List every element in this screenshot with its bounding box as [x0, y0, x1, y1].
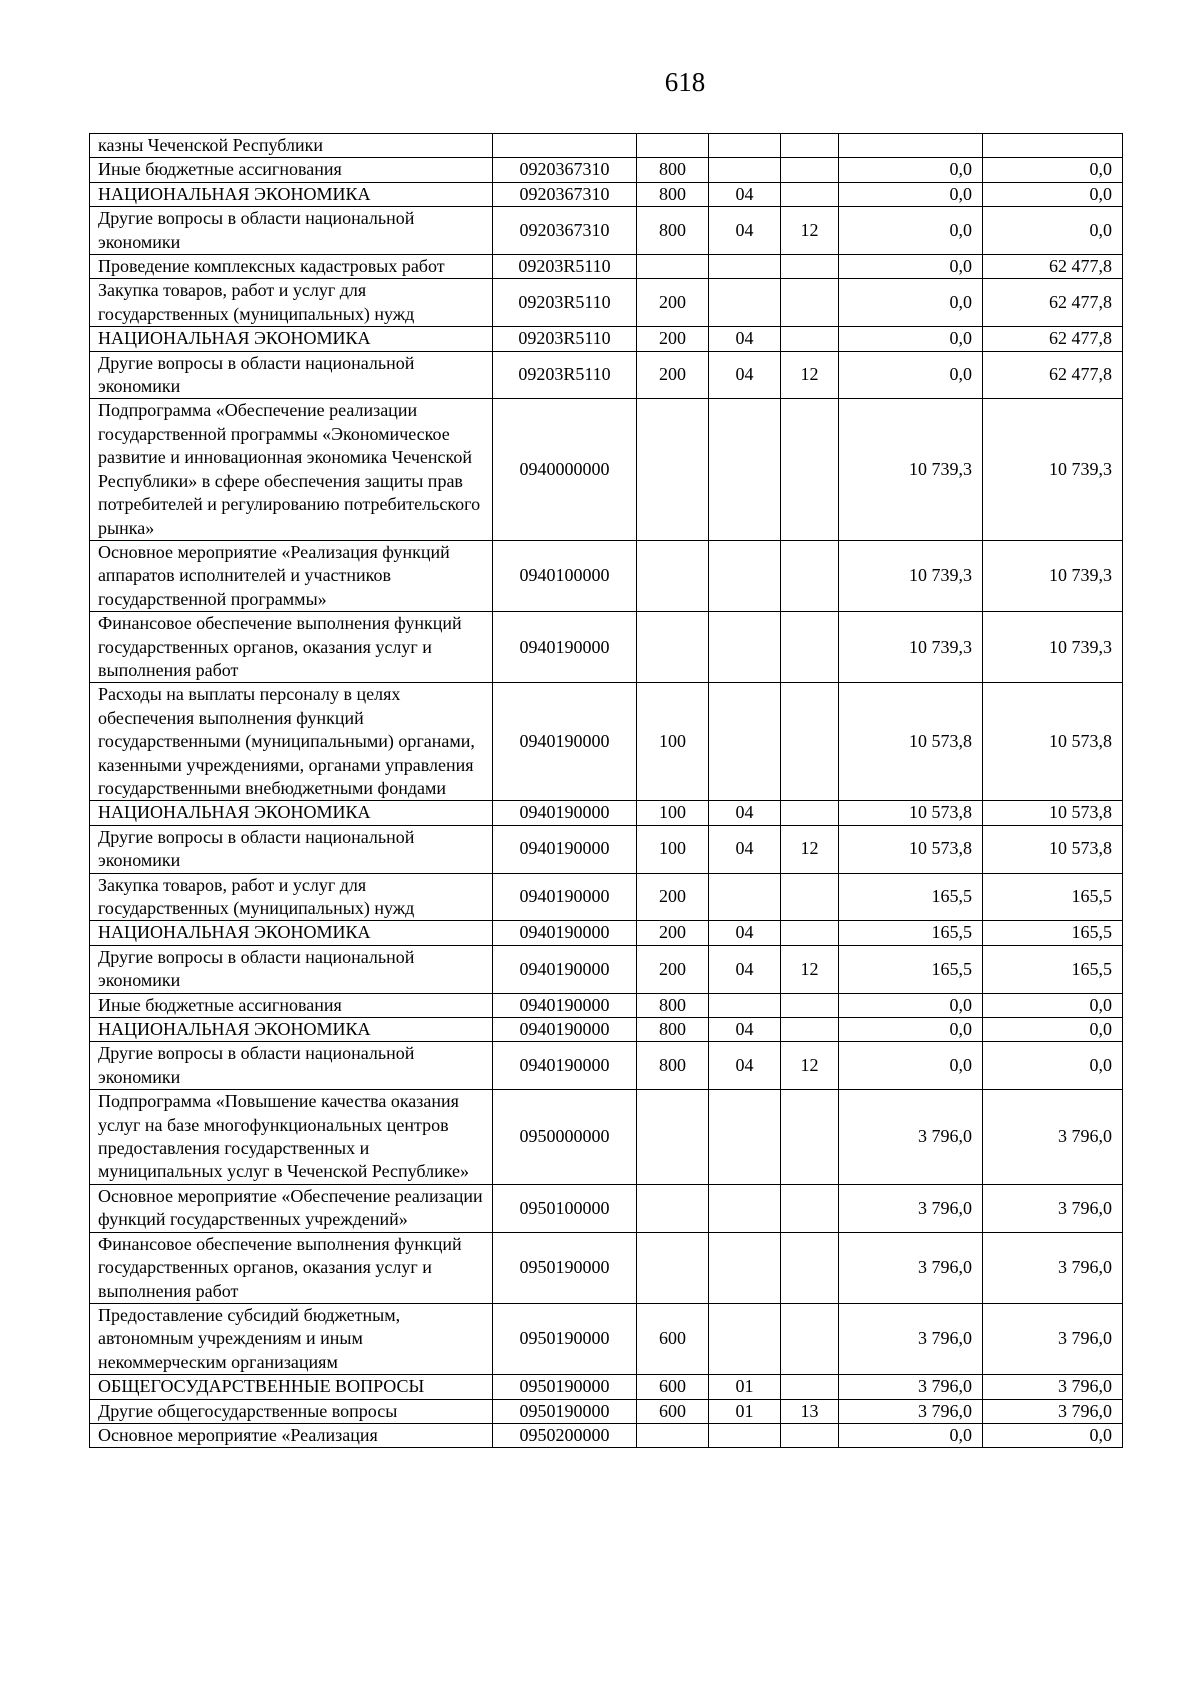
section-cell: 04 [709, 921, 781, 945]
amount-year1-cell: 0,0 [839, 1018, 983, 1042]
expense-type-cell: 200 [637, 873, 709, 921]
table-row [90, 1303, 1123, 1374]
section-cell [709, 612, 781, 683]
amount-year2-cell: 10 573,8 [983, 825, 1123, 873]
target-article-cell [493, 134, 637, 158]
page-number: 618 [664, 67, 706, 97]
expense-type-cell [637, 1232, 709, 1303]
expense-name-cell: Подпрограмма «Обеспечение реализации государственной программы «Экономическое развитие и инновационная экономика Чеченской Республики» в сфере обеспечения защиты прав потребителей и регулированию потребительского рынка» [90, 399, 493, 540]
expense-name-cell: Расходы на выплаты персоналу в целях обеспечения выполнения функций государственными (муниципальными) органами, казенными учреждениями, органами управления государственными внебюджетными фондами [90, 683, 493, 801]
section-cell [709, 1303, 781, 1374]
budget-table [89, 133, 1123, 1448]
expense-type-cell: 800 [637, 158, 709, 182]
amount-year1-cell: 0,0 [839, 158, 983, 182]
subsection-cell [781, 1232, 839, 1303]
subsection-cell: 12 [781, 945, 839, 993]
amount-year1-cell: 0,0 [839, 327, 983, 351]
expense-name-cell: ОБЩЕГОСУДАРСТВЕННЫЕ ВОПРОСЫ [90, 1375, 493, 1399]
section-cell [709, 1184, 781, 1232]
expense-type-cell [637, 540, 709, 611]
expense-type-cell: 800 [637, 207, 709, 255]
target-article-cell: 0950200000 [493, 1423, 637, 1447]
expense-name-cell: НАЦИОНАЛЬНАЯ ЭКОНОМИКА [90, 801, 493, 825]
target-article-cell: 09203R5110 [493, 255, 637, 279]
amount-year2-cell: 0,0 [983, 182, 1123, 206]
expense-name-cell: Другие общегосударственные вопросы [90, 1399, 493, 1423]
expense-type-cell: 200 [637, 327, 709, 351]
target-article-cell: 0940190000 [493, 825, 637, 873]
target-article-cell: 0950000000 [493, 1090, 637, 1185]
expense-name-cell: Финансовое обеспечение выполнения функций государственных органов, оказания услуг и выполнения работ [90, 612, 493, 683]
subsection-cell [781, 1375, 839, 1399]
amount-year1-cell: 10 739,3 [839, 540, 983, 611]
subsection-cell [781, 1090, 839, 1185]
amount-year2-cell: 62 477,8 [983, 327, 1123, 351]
target-article-cell: 0950190000 [493, 1232, 637, 1303]
subsection-cell [781, 1423, 839, 1447]
expense-name-cell: НАЦИОНАЛЬНАЯ ЭКОНОМИКА [90, 327, 493, 351]
target-article-cell: 0920367310 [493, 182, 637, 206]
subsection-cell: 12 [781, 207, 839, 255]
amount-year2-cell [983, 134, 1123, 158]
amount-year1-cell: 0,0 [839, 993, 983, 1017]
target-article-cell: 0950190000 [493, 1303, 637, 1374]
section-cell [709, 1423, 781, 1447]
target-article-cell: 0940190000 [493, 1042, 637, 1090]
section-cell [709, 993, 781, 1017]
target-article-cell: 0950100000 [493, 1184, 637, 1232]
amount-year2-cell: 165,5 [983, 945, 1123, 993]
amount-year2-cell: 0,0 [983, 207, 1123, 255]
table-row [90, 945, 1123, 993]
subsection-cell: 12 [781, 1042, 839, 1090]
target-article-cell: 09203R5110 [493, 327, 637, 351]
expense-type-cell: 600 [637, 1399, 709, 1423]
table-row [90, 1184, 1123, 1232]
expense-type-cell [637, 1184, 709, 1232]
amount-year2-cell: 165,5 [983, 873, 1123, 921]
subsection-cell [781, 540, 839, 611]
expense-name-cell: Финансовое обеспечение выполнения функций государственных органов, оказания услуг и выполнения работ [90, 1232, 493, 1303]
subsection-cell: 13 [781, 1399, 839, 1423]
expense-type-cell [637, 612, 709, 683]
expense-type-cell: 200 [637, 921, 709, 945]
section-cell: 04 [709, 351, 781, 399]
amount-year2-cell: 3 796,0 [983, 1232, 1123, 1303]
amount-year1-cell: 165,5 [839, 945, 983, 993]
section-cell: 04 [709, 801, 781, 825]
section-cell [709, 279, 781, 327]
subsection-cell [781, 399, 839, 540]
amount-year2-cell: 3 796,0 [983, 1184, 1123, 1232]
table-row [90, 612, 1123, 683]
amount-year1-cell: 0,0 [839, 182, 983, 206]
amount-year2-cell: 10 739,3 [983, 399, 1123, 540]
target-article-cell: 0940190000 [493, 683, 637, 801]
amount-year2-cell: 10 573,8 [983, 801, 1123, 825]
amount-year2-cell: 3 796,0 [983, 1375, 1123, 1399]
table-row [90, 921, 1123, 945]
target-article-cell: 0940190000 [493, 612, 637, 683]
table-row [90, 182, 1123, 206]
section-cell [709, 399, 781, 540]
amount-year1-cell: 165,5 [839, 921, 983, 945]
section-cell: 04 [709, 207, 781, 255]
target-article-cell: 0950190000 [493, 1399, 637, 1423]
amount-year2-cell: 0,0 [983, 1423, 1123, 1447]
expense-name-cell: Иные бюджетные ассигнования [90, 993, 493, 1017]
table-row [90, 1018, 1123, 1042]
amount-year1-cell: 3 796,0 [839, 1399, 983, 1423]
table-row [90, 158, 1123, 182]
section-cell: 04 [709, 1042, 781, 1090]
expense-type-cell: 800 [637, 1018, 709, 1042]
subsection-cell: 12 [781, 825, 839, 873]
table-row [90, 1375, 1123, 1399]
subsection-cell [781, 1303, 839, 1374]
section-cell: 01 [709, 1399, 781, 1423]
target-article-cell: 09203R5110 [493, 279, 637, 327]
subsection-cell [781, 182, 839, 206]
amount-year1-cell: 10 739,3 [839, 399, 983, 540]
target-article-cell: 0940190000 [493, 873, 637, 921]
expense-type-cell: 800 [637, 182, 709, 206]
target-article-cell: 0940190000 [493, 921, 637, 945]
amount-year1-cell [839, 134, 983, 158]
amount-year1-cell: 0,0 [839, 255, 983, 279]
subsection-cell [781, 921, 839, 945]
table-row [90, 993, 1123, 1017]
subsection-cell [781, 158, 839, 182]
amount-year2-cell: 62 477,8 [983, 279, 1123, 327]
amount-year1-cell: 3 796,0 [839, 1090, 983, 1185]
expense-name-cell: Основное мероприятие «Реализация [90, 1423, 493, 1447]
expense-name-cell: НАЦИОНАЛЬНАЯ ЭКОНОМИКА [90, 1018, 493, 1042]
amount-year1-cell: 165,5 [839, 873, 983, 921]
table-row [90, 279, 1123, 327]
table-row [90, 801, 1123, 825]
expense-name-cell: Иные бюджетные ассигнования [90, 158, 493, 182]
target-article-cell: 0940190000 [493, 801, 637, 825]
subsection-cell [781, 993, 839, 1017]
expense-name-cell: Подпрограмма «Повышение качества оказания услуг на базе многофункциональных центров предоставления государственных и муниципальных услуг в Чеченской Республике» [90, 1090, 493, 1185]
table-row [90, 873, 1123, 921]
amount-year2-cell: 3 796,0 [983, 1090, 1123, 1185]
section-cell [709, 255, 781, 279]
section-cell: 04 [709, 1018, 781, 1042]
expense-name-cell: Основное мероприятие «Реализация функций аппаратов исполнителей и участников государственной программы» [90, 540, 493, 611]
amount-year2-cell: 3 796,0 [983, 1399, 1123, 1423]
subsection-cell [781, 1184, 839, 1232]
expense-type-cell: 800 [637, 993, 709, 1017]
section-cell: 04 [709, 327, 781, 351]
section-cell [709, 540, 781, 611]
expense-type-cell: 100 [637, 801, 709, 825]
expense-type-cell [637, 1423, 709, 1447]
expense-type-cell: 600 [637, 1303, 709, 1374]
amount-year2-cell: 0,0 [983, 158, 1123, 182]
target-article-cell: 0940190000 [493, 945, 637, 993]
table-row [90, 255, 1123, 279]
expense-name-cell: Предоставление субсидий бюджетным, автономным учреждениям и иным некоммерческим организациям [90, 1303, 493, 1374]
subsection-cell [781, 612, 839, 683]
expense-name-cell: Другие вопросы в области национальной экономики [90, 825, 493, 873]
amount-year1-cell: 3 796,0 [839, 1303, 983, 1374]
subsection-cell [781, 683, 839, 801]
subsection-cell [781, 255, 839, 279]
target-article-cell: 0920367310 [493, 207, 637, 255]
expense-name-cell: НАЦИОНАЛЬНАЯ ЭКОНОМИКА [90, 182, 493, 206]
amount-year2-cell: 0,0 [983, 993, 1123, 1017]
table-row [90, 134, 1123, 158]
table-row [90, 540, 1123, 611]
section-cell [709, 1232, 781, 1303]
subsection-cell [781, 327, 839, 351]
section-cell: 04 [709, 825, 781, 873]
amount-year1-cell: 0,0 [839, 1042, 983, 1090]
amount-year2-cell: 10 739,3 [983, 540, 1123, 611]
expense-type-cell [637, 255, 709, 279]
subsection-cell [781, 279, 839, 327]
amount-year1-cell: 3 796,0 [839, 1232, 983, 1303]
amount-year2-cell: 62 477,8 [983, 255, 1123, 279]
amount-year1-cell: 10 573,8 [839, 683, 983, 801]
expense-name-cell: Другие вопросы в области национальной экономики [90, 351, 493, 399]
section-cell [709, 134, 781, 158]
amount-year2-cell: 10 739,3 [983, 612, 1123, 683]
target-article-cell: 0940190000 [493, 1018, 637, 1042]
expense-name-cell: Проведение комплексных кадастровых работ [90, 255, 493, 279]
expense-type-cell [637, 1090, 709, 1185]
table-row [90, 1042, 1123, 1090]
expense-type-cell: 100 [637, 825, 709, 873]
expense-name-cell: Основное мероприятие «Обеспечение реализации функций государственных учреждений» [90, 1184, 493, 1232]
section-cell: 04 [709, 945, 781, 993]
amount-year1-cell: 3 796,0 [839, 1375, 983, 1399]
expense-name-cell: Другие вопросы в области национальной экономики [90, 207, 493, 255]
subsection-cell [781, 873, 839, 921]
amount-year2-cell: 3 796,0 [983, 1303, 1123, 1374]
section-cell [709, 158, 781, 182]
target-article-cell: 0950190000 [493, 1375, 637, 1399]
amount-year1-cell: 3 796,0 [839, 1184, 983, 1232]
table-row [90, 207, 1123, 255]
table-row [90, 1090, 1123, 1185]
amount-year1-cell: 10 573,8 [839, 801, 983, 825]
expense-name-cell: Закупка товаров, работ и услуг для государственных (муниципальных) нужд [90, 279, 493, 327]
section-cell [709, 873, 781, 921]
amount-year2-cell: 0,0 [983, 1018, 1123, 1042]
amount-year2-cell: 62 477,8 [983, 351, 1123, 399]
subsection-cell [781, 134, 839, 158]
expense-name-cell: Другие вопросы в области национальной экономики [90, 945, 493, 993]
table-row [90, 1423, 1123, 1447]
section-cell [709, 683, 781, 801]
expense-type-cell [637, 399, 709, 540]
expense-name-cell: казны Чеченской Республики [90, 134, 493, 158]
table-row [90, 1399, 1123, 1423]
amount-year2-cell: 165,5 [983, 921, 1123, 945]
target-article-cell: 0920367310 [493, 158, 637, 182]
table-body [90, 134, 1123, 1448]
table-row [90, 351, 1123, 399]
subsection-cell: 12 [781, 351, 839, 399]
target-article-cell: 0940100000 [493, 540, 637, 611]
amount-year1-cell: 0,0 [839, 351, 983, 399]
expense-type-cell: 200 [637, 351, 709, 399]
expense-type-cell: 600 [637, 1375, 709, 1399]
subsection-cell [781, 1018, 839, 1042]
section-cell: 04 [709, 182, 781, 206]
expense-type-cell: 800 [637, 1042, 709, 1090]
target-article-cell: 09203R5110 [493, 351, 637, 399]
expense-name-cell: Закупка товаров, работ и услуг для государственных (муниципальных) нужд [90, 873, 493, 921]
expense-name-cell: Другие вопросы в области национальной экономики [90, 1042, 493, 1090]
target-article-cell: 0940190000 [493, 993, 637, 1017]
expense-name-cell: НАЦИОНАЛЬНАЯ ЭКОНОМИКА [90, 921, 493, 945]
table-row [90, 825, 1123, 873]
amount-year2-cell: 0,0 [983, 1042, 1123, 1090]
target-article-cell: 0940000000 [493, 399, 637, 540]
expense-type-cell [637, 134, 709, 158]
expense-type-cell: 200 [637, 279, 709, 327]
amount-year1-cell: 0,0 [839, 207, 983, 255]
amount-year2-cell: 10 573,8 [983, 683, 1123, 801]
table-row [90, 327, 1123, 351]
amount-year1-cell: 10 739,3 [839, 612, 983, 683]
subsection-cell [781, 801, 839, 825]
amount-year1-cell: 0,0 [839, 1423, 983, 1447]
table-row [90, 683, 1123, 801]
amount-year1-cell: 10 573,8 [839, 825, 983, 873]
expense-type-cell: 200 [637, 945, 709, 993]
table-row [90, 1232, 1123, 1303]
section-cell: 01 [709, 1375, 781, 1399]
table-row [90, 399, 1123, 540]
amount-year1-cell: 0,0 [839, 279, 983, 327]
expense-type-cell: 100 [637, 683, 709, 801]
section-cell [709, 1090, 781, 1185]
